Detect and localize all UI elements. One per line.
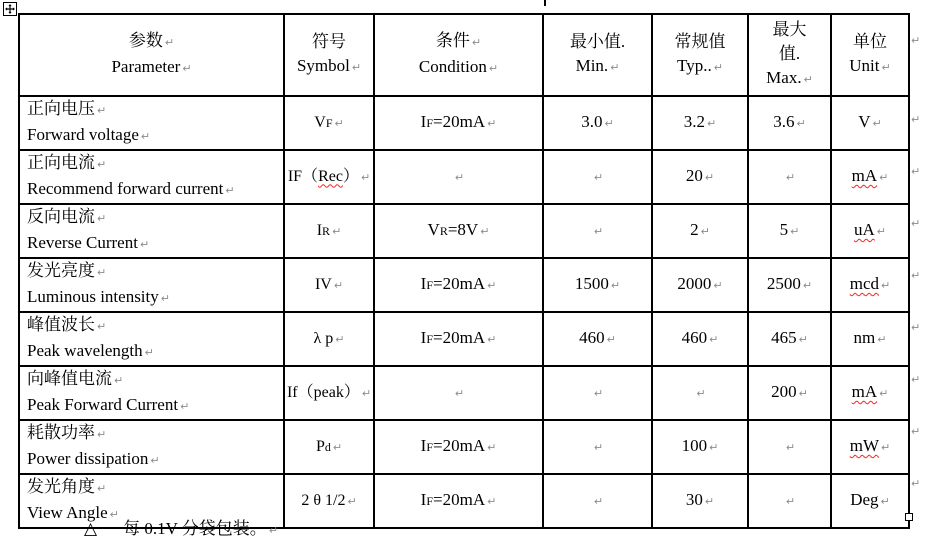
param-cell[interactable]: 正向电压 ↵ Forward voltage ↵ [19,96,284,150]
cell-end-mark: ↵ [796,117,806,130]
header-cell-4[interactable]: 常规值 Typ.. ↵ [652,14,748,96]
max-cell[interactable]: 465 ↵ [748,312,831,366]
cell-end-mark: ↵ [487,333,497,346]
cell-end-mark: ↵ [139,238,150,251]
min-cell[interactable] [543,474,652,528]
cell-end-mark: ↵ [610,61,620,74]
header-cell-1[interactable]: 符号 Symbol ↵ [284,14,374,96]
table-row [19,150,909,204]
cell-end-mark: ↵ [881,441,891,454]
condition-cell[interactable]: IF=20mA ↵ [374,258,543,312]
symbol-cell[interactable]: Pd ↵ [284,420,374,474]
table-row [19,204,909,258]
cell-end-mark: ↵ [604,117,614,130]
cell-end-mark: ↵ [351,61,362,74]
spec-table [18,13,910,529]
cell-end-mark: ↵ [140,130,151,143]
symbol-cell[interactable]: IR ↵ [284,204,374,258]
four-way-arrow-icon [5,4,15,14]
table-row [19,366,909,420]
row-end-mark: ↵ [911,477,921,490]
condition-cell[interactable]: IF=20mA ↵ [374,312,543,366]
unit-cell[interactable]: mA ↵ [831,150,909,204]
min-cell[interactable]: 1500 ↵ [543,258,652,312]
row-end-mark: ↵ [911,321,921,334]
footnote-line [84,514,278,539]
cell-end-mark: ↵ [471,36,482,49]
table-row [19,258,909,312]
row-end-mark: ↵ [911,217,921,230]
triangle-bullet: △ [84,519,98,538]
cell-end-mark: ↵ [610,279,621,292]
min-cell[interactable] [543,150,652,204]
param-cell[interactable]: 正向电流 ↵ Recommend forward current ↵ [19,150,284,204]
cell-end-mark: ↵ [606,333,616,346]
cell-end-mark: ↵ [872,117,882,130]
min-cell[interactable]: 460 ↵ [543,312,652,366]
param-cell[interactable]: 峰值波长 ↵ Peak wavelength ↵ [19,312,284,366]
cell-end-mark: ↵ [114,374,124,387]
typ-cell[interactable]: 2 ↵ [652,204,748,258]
param-cell[interactable]: 向峰值电流 ↵ Peak Forward Current ↵ [19,366,284,420]
table-row [19,96,909,150]
cell-end-mark: ↵ [454,171,465,184]
cell-end-mark: ↵ [488,62,499,75]
cell-end-mark: ↵ [713,61,723,74]
cell-end-mark: ↵ [97,428,107,441]
cell-end-mark: ↵ [360,170,371,184]
table-row [19,312,909,366]
row-end-mark: ↵ [911,425,921,438]
cell-end-mark: ↵ [593,441,604,454]
cell-end-mark: ↵ [785,171,796,184]
cell-end-mark: ↵ [144,346,154,359]
condition-cell[interactable] [374,366,543,420]
condition-cell[interactable]: VR=8V ↵ [374,204,543,258]
symbol-cell[interactable]: 2 θ 1/2 ↵ [284,474,374,528]
cell-end-mark: ↵ [798,333,808,346]
header-cell-6[interactable]: 单位 Unit ↵ [831,14,909,96]
cell-end-mark: ↵ [487,441,497,454]
row-end-mark: ↵ [911,373,921,386]
cell-end-mark: ↵ [347,494,357,508]
cell-end-mark: ↵ [160,292,170,305]
cell-end-mark: ↵ [97,104,107,117]
max-cell[interactable] [748,420,831,474]
max-cell[interactable]: 200 ↵ [748,366,831,420]
cell-end-mark: ↵ [879,171,889,184]
cell-end-mark: ↵ [480,225,490,238]
cell-end-mark: ↵ [97,212,107,225]
typ-cell[interactable]: 30 ↵ [652,474,748,528]
max-cell[interactable]: 3.6 ↵ [748,96,831,150]
cell-end-mark: ↵ [877,333,887,346]
table-move-handle-icon[interactable] [3,2,17,16]
min-cell[interactable] [543,420,652,474]
cell-end-mark: ↵ [454,387,465,400]
unit-cell[interactable]: V ↵ [831,96,909,150]
row-end-mark: ↵ [911,269,921,282]
table-resize-handle[interactable] [905,513,913,521]
cell-end-mark: ↵ [785,441,796,454]
cell-end-mark: ↵ [709,333,719,346]
cell-end-mark: ↵ [333,278,344,292]
cell-end-mark: ↵ [487,495,497,508]
cell-end-mark: ↵ [487,117,497,130]
cell-end-mark: ↵ [876,225,886,238]
max-cell[interactable] [748,474,831,528]
cell-end-mark: ↵ [150,454,160,467]
min-cell[interactable] [543,204,652,258]
unit-cell[interactable]: mA ↵ [831,366,909,420]
cell-end-mark: ↵ [487,279,497,292]
cell-end-mark: ↵ [879,387,889,400]
clipped-text-fragment [544,0,546,6]
cell-end-mark: ↵ [109,508,119,521]
unit-cell[interactable]: nm ↵ [831,312,909,366]
cell-end-mark: ↵ [790,225,800,238]
header-cell-2[interactable]: 条件 ↵ Condition ↵ [374,14,543,96]
cell-end-mark: ↵ [704,495,715,508]
max-cell[interactable] [748,150,831,204]
param-cell[interactable]: 发光角度 ↵ View Angle ↵ [19,474,284,528]
cell-end-mark: ↵ [707,117,717,130]
cell-end-mark: ↵ [332,224,342,238]
symbol-cell[interactable]: IF（Rec） ↵ [284,150,374,204]
param-cell[interactable]: 发光亮度 ↵ Luminous intensity ↵ [19,258,284,312]
cell-end-mark: ↵ [164,36,175,49]
unit-cell[interactable]: uA ↵ [831,204,909,258]
cell-end-mark: ↵ [880,495,890,508]
cell-end-mark: ↵ [97,482,107,495]
header-cell-0[interactable]: 参数 ↵ Parameter ↵ [19,14,284,96]
max-cell[interactable]: 5 ↵ [748,204,831,258]
typ-cell[interactable]: 460 ↵ [652,312,748,366]
cell-end-mark: ↵ [593,495,604,508]
cell-end-mark: ↵ [97,158,107,171]
cell-end-mark: ↵ [361,386,372,400]
cell-end-mark: ↵ [798,387,808,400]
min-cell[interactable] [543,366,652,420]
cell-end-mark: ↵ [803,73,813,86]
cell-end-mark: ↵ [97,266,107,279]
typ-cell[interactable]: 20 ↵ [652,150,748,204]
typ-cell[interactable]: 2000 ↵ [652,258,748,312]
condition-cell[interactable]: IF=20mA ↵ [374,96,543,150]
min-cell[interactable]: 3.0 ↵ [543,96,652,150]
typ-cell[interactable]: 100 ↵ [652,420,748,474]
unit-cell[interactable]: mcd ↵ [831,258,909,312]
param-cell[interactable]: 反向电流 ↵ Reverse Current ↵ [19,204,284,258]
row-end-mark: ↵ [911,113,921,126]
condition-cell[interactable] [374,150,543,204]
cell-end-mark: ↵ [180,400,190,413]
cell-end-mark: ↵ [709,441,719,454]
cell-end-mark: ↵ [593,171,604,184]
cell-end-mark: ↵ [332,440,343,454]
cell-end-mark: ↵ [225,184,235,197]
cell-end-mark: ↵ [802,279,813,292]
condition-cell[interactable]: IF=20mA ↵ [374,420,543,474]
footnote-text: 每 0.1V 分袋包装。 [123,519,267,538]
typ-cell[interactable] [652,366,748,420]
cell-end-mark: ↵ [696,387,706,400]
table-row [19,420,909,474]
row-end-mark: ↵ [911,165,921,178]
param-cell[interactable]: 耗散功率 ↵ Power dissipation ↵ [19,420,284,474]
cell-end-mark: ↵ [881,61,891,74]
typ-cell[interactable]: 3.2 ↵ [652,96,748,150]
unit-cell[interactable]: mW ↵ [831,420,909,474]
cell-end-mark: ↵ [335,332,345,346]
header-cell-3[interactable]: 最小值. Min. ↵ [543,14,652,96]
cell-end-mark: ↵ [97,320,107,333]
row-end-mark: ↵ [911,34,921,47]
cell-end-mark: ↵ [785,495,796,508]
cell-end-mark: ↵ [700,225,710,238]
symbol-cell[interactable]: VF ↵ [284,96,374,150]
cell-end-mark: ↵ [182,62,192,75]
symbol-cell[interactable]: λ p ↵ [284,312,374,366]
header-cell-5[interactable]: 最大 值. Max. ↵ [748,14,831,96]
max-cell[interactable]: 2500 ↵ [748,258,831,312]
cell-end-mark: ↵ [881,279,891,292]
cell-end-mark: ↵ [593,387,604,400]
cell-end-mark: ↵ [713,279,723,292]
cell-end-mark: ↵ [704,171,715,184]
cell-end-mark: ↵ [334,116,344,130]
paragraph-mark: ↵ [268,524,279,537]
unit-cell[interactable]: Deg ↵ [831,474,909,528]
symbol-cell[interactable]: If（peak） ↵ [284,366,374,420]
cell-end-mark: ↵ [593,225,604,238]
condition-cell[interactable]: IF=20mA ↵ [374,474,543,528]
symbol-cell[interactable]: IV ↵ [284,258,374,312]
